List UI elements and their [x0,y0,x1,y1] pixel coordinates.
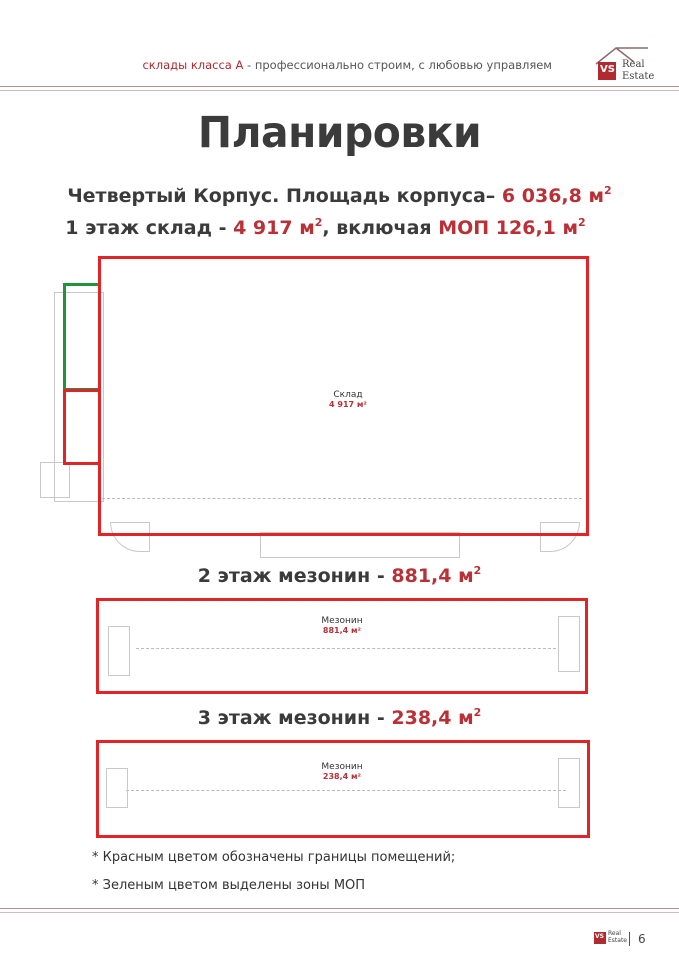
floor3-area-sup: 2 [473,706,482,719]
floor1-mop: МОП 126,1 м [438,217,579,239]
floor2-area-sup: 2 [473,564,482,577]
warehouse-name: Склад [333,390,363,400]
floor1-mop-sup: 2 [578,216,586,229]
mezzanine3-label [292,762,392,781]
mezzanine3-name: Мезонин [321,762,363,772]
page-title: Планировки [197,108,482,158]
footer-logo-initials: VS [595,933,604,940]
mezzanine2-stair-left [108,626,130,676]
logo [594,44,655,86]
mezzanine2-gridline [136,648,556,649]
mezzanine2-name: Мезонин [321,616,363,626]
floor2-heading [0,564,679,587]
footer-logo [594,928,627,948]
floor1-area-sup: 2 [314,216,323,229]
mezzanine2-border [96,598,588,694]
mezzanine3-gridline [126,790,566,791]
floor1-heading [0,216,665,239]
floor2-label: 2 этаж мезонин - [197,565,392,587]
mezzanine3-stair-left [106,768,128,808]
floor3-heading [0,706,679,729]
header-divider-2 [0,90,679,91]
building-label: Четвертый Корпус. Площадь корпуса– [67,185,502,207]
note-red: * Красным цветом обозначены границы помещений; [92,850,456,865]
logo-text-2: Estate [622,71,655,82]
header-tagline [0,58,552,72]
warehouse-area: 4 917 м² [329,400,367,409]
floor2-plan [96,596,590,696]
mezzanine3-stair-right [558,758,580,808]
side-room-border [63,389,101,465]
header-divider [0,86,679,87]
mezzanine3-area: 238,4 м² [322,772,362,781]
mezzanine2-stair-right [558,616,580,672]
building-area-sup: 2 [604,184,612,197]
building-area: 6 036,8 м [501,185,605,207]
building-area-heading [0,184,679,207]
mop-zone [63,283,101,391]
footer-divider [0,908,679,909]
entry-block [40,462,70,498]
footer-logo-text-2: Estate [608,937,627,944]
floor1-label: 1 этаж склад - [65,217,234,239]
floor3-label: 3 этаж мезонин - [197,707,392,729]
tagline-accent: склады класса А [142,58,244,72]
mezzanine3-border [96,740,590,838]
floor3-plan [96,738,592,840]
floor3-area: 238,4 м [391,707,474,729]
footer-logo-text-1: Real [608,930,621,937]
mezzanine2-area: 881,4 м² [322,626,362,635]
floor1-area: 4 917 м [233,217,315,239]
warehouse-label [298,390,398,409]
logo-text-1: Real [622,59,645,70]
tagline-rest: - профессионально строим, с любовью управляем [243,58,552,72]
floor2-area: 881,4 м [391,565,474,587]
floor1-mid: , включая [322,217,439,239]
page-number: 6 [638,932,646,946]
note-green: * Зеленым цветом выделены зоны МОП [92,878,366,893]
floor1-plan [40,252,600,562]
logo-initials: VS [600,64,615,75]
mezzanine2-label [292,616,392,635]
footer-separator [629,932,630,946]
footer-divider-2 [0,912,679,913]
